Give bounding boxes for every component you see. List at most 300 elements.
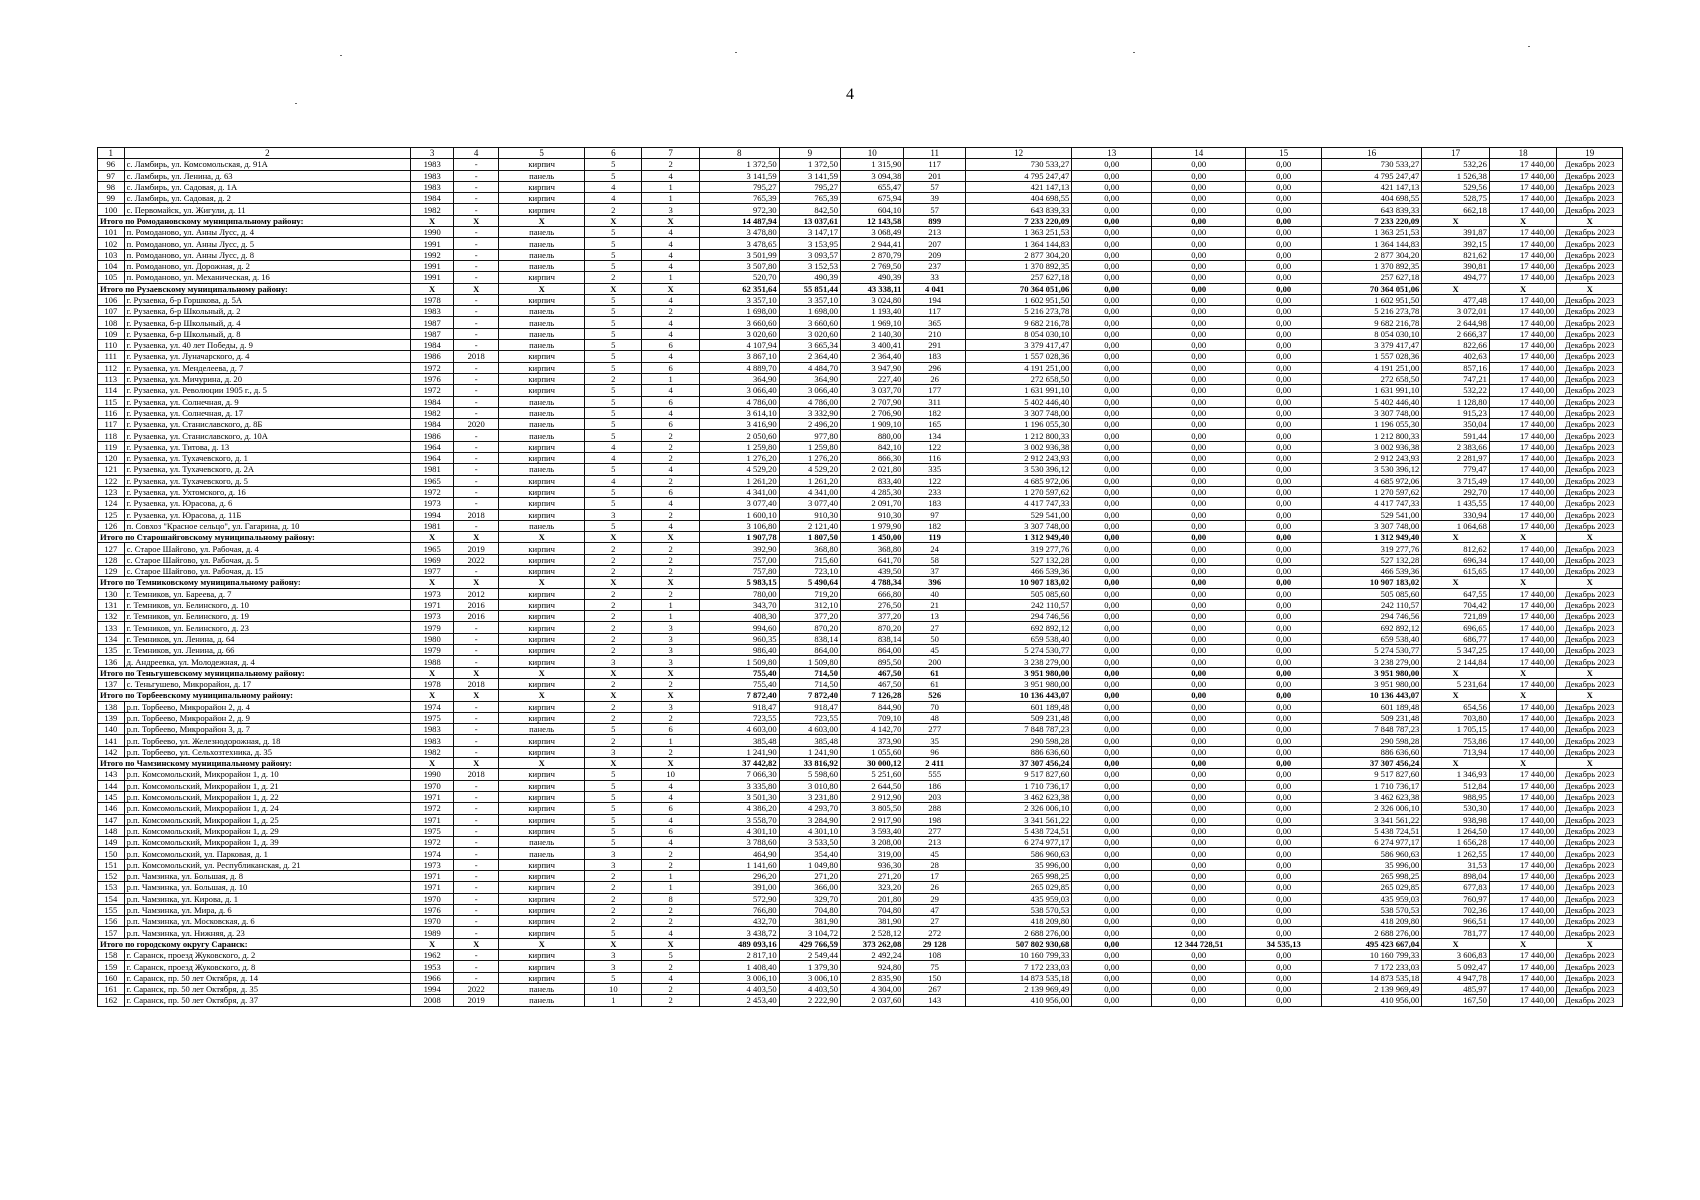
cell-y2: -	[454, 170, 499, 181]
cell-y2: -	[454, 227, 499, 238]
row-number-cell: 113	[98, 373, 125, 384]
cell-p: 61	[904, 678, 965, 689]
cell-v15: 0,00	[1246, 407, 1322, 418]
row-number-cell: 99	[98, 193, 125, 204]
cell-v16: 3 951 980,00	[1322, 667, 1422, 678]
cell-v14: 0,00	[1152, 317, 1246, 328]
cell-v13: 0,00	[1072, 520, 1152, 531]
cell-y1: 1979	[411, 645, 454, 656]
cell-v15: 0,00	[1246, 656, 1322, 667]
cell-v14: 0,00	[1152, 272, 1246, 283]
cell-v17: 704,42	[1422, 599, 1490, 610]
cell-p: 396	[904, 577, 965, 588]
cell-m: X	[499, 667, 585, 678]
cell-v15: 0,00	[1246, 362, 1322, 373]
cell-c: 509 231,48	[965, 712, 1071, 723]
cell-e: 4	[642, 972, 699, 983]
table-row	[98, 780, 1623, 791]
cell-v16: 7 172 233,03	[1322, 961, 1422, 972]
cell-v13: 0,00	[1072, 791, 1152, 802]
cell-v16: 509 231,48	[1322, 712, 1422, 723]
cell-m: кирпич	[499, 701, 585, 712]
address-cell: г. Рузаевка, ул. Ухтомского, д. 16	[124, 486, 411, 497]
cell-f: X	[585, 938, 642, 949]
cell-f: 5	[585, 385, 642, 396]
cell-v14: 0,00	[1152, 814, 1246, 825]
cell-y1: X	[411, 667, 454, 678]
cell-p: 13	[904, 611, 965, 622]
address-cell: г. Рузаевка, ул. Солнечная, д. 17	[124, 407, 411, 418]
cell-y2: -	[454, 780, 499, 791]
cell-s3: 2 364,40	[841, 351, 904, 362]
cell-m: кирпич	[499, 882, 585, 893]
cell-v16: 5 402 446,40	[1322, 396, 1422, 407]
cell-p: 4 041	[904, 283, 965, 294]
cell-y2: -	[454, 249, 499, 260]
cell-v18: 17 440,00	[1489, 803, 1557, 814]
cell-v18: 17 440,00	[1489, 294, 1557, 305]
cell-d: Декабрь 2023	[1557, 181, 1623, 192]
cell-v17: 2 281,97	[1422, 453, 1490, 464]
cell-p: 277	[904, 724, 965, 735]
cell-v16: 4 795 247,47	[1322, 170, 1422, 181]
row-number-cell: 148	[98, 825, 125, 836]
cell-d: Декабрь 2023	[1557, 509, 1623, 520]
cell-e: 2	[642, 588, 699, 599]
cell-c: 3 530 396,12	[965, 464, 1071, 475]
cell-m: панель	[499, 464, 585, 475]
cell-m: кирпич	[499, 272, 585, 283]
address-cell: п. Ромоданово, ул. Механическая, д. 16	[124, 272, 411, 283]
cell-y1: 1965	[411, 543, 454, 554]
cell-s2: 2 121,40	[779, 520, 840, 531]
table-row	[98, 430, 1623, 441]
cell-v16: 10 907 183,02	[1322, 577, 1422, 588]
cell-v15: 0,00	[1246, 916, 1322, 927]
cell-p: 182	[904, 407, 965, 418]
table-row	[98, 769, 1623, 780]
cell-v14: 0,00	[1152, 543, 1246, 554]
cell-v14: 0,00	[1152, 588, 1246, 599]
cell-s1: 1 698,00	[699, 306, 779, 317]
cell-v15: 0,00	[1246, 520, 1322, 531]
cell-v15: 0,00	[1246, 645, 1322, 656]
table-row	[98, 983, 1623, 994]
cell-f: 3	[585, 848, 642, 859]
cell-d: Декабрь 2023	[1557, 306, 1623, 317]
cell-v14: 0,00	[1152, 204, 1246, 215]
cell-v14: 0,00	[1152, 498, 1246, 509]
cell-y1: 1978	[411, 294, 454, 305]
subtotal-row	[98, 667, 1623, 678]
cell-s3: 2 707,90	[841, 396, 904, 407]
row-number-cell: 146	[98, 803, 125, 814]
cell-e: 4	[642, 520, 699, 531]
cell-v17: 1 526,38	[1422, 170, 1490, 181]
cell-m: панель	[499, 430, 585, 441]
cell-y1: 1981	[411, 520, 454, 531]
cell-v13: 0,00	[1072, 543, 1152, 554]
row-number-cell: 111	[98, 351, 125, 362]
cell-v15: 0,00	[1246, 193, 1322, 204]
cell-y1: 1964	[411, 453, 454, 464]
cell-s1: 3 066,40	[699, 385, 779, 396]
cell-v14: 0,00	[1152, 306, 1246, 317]
cell-p: 335	[904, 464, 965, 475]
cell-v18: 17 440,00	[1489, 464, 1557, 475]
cell-v18: 17 440,00	[1489, 701, 1557, 712]
cell-s1: 3 416,90	[699, 419, 779, 430]
cell-v18: 17 440,00	[1489, 430, 1557, 441]
cell-v13: 0,00	[1072, 577, 1152, 588]
cell-v16: 2 912 243,93	[1322, 453, 1422, 464]
cell-e: 4	[642, 170, 699, 181]
cell-e: 4	[642, 351, 699, 362]
cell-s1: 3 507,80	[699, 260, 779, 271]
table-row	[98, 882, 1623, 893]
cell-v16: 538 570,53	[1322, 904, 1422, 915]
cell-s1: 1 907,78	[699, 532, 779, 543]
cell-f: 5	[585, 170, 642, 181]
cell-v13: 0,00	[1072, 306, 1152, 317]
cell-s3: 864,00	[841, 645, 904, 656]
cell-c: 10 136 443,07	[965, 690, 1071, 701]
cell-s3: 2 912,90	[841, 791, 904, 802]
cell-y1: 1991	[411, 238, 454, 249]
cell-c: 257 627,18	[965, 272, 1071, 283]
cell-p: 134	[904, 430, 965, 441]
cell-d: Декабрь 2023	[1557, 599, 1623, 610]
cell-s3: 3 947,90	[841, 362, 904, 373]
row-number-cell: 154	[98, 893, 125, 904]
cell-s1: 986,40	[699, 645, 779, 656]
cell-p: 209	[904, 249, 965, 260]
address-cell: г. Рузаевка, б-р Школьный, д. 4	[124, 317, 411, 328]
cell-p: 27	[904, 622, 965, 633]
cell-s3: 2 091,70	[841, 498, 904, 509]
cell-f: 5	[585, 791, 642, 802]
cell-v16: 495 423 667,04	[1322, 938, 1422, 949]
cell-v15: 0,00	[1246, 340, 1322, 351]
cell-s3: 924,80	[841, 961, 904, 972]
cell-s2: 1 372,50	[779, 159, 840, 170]
cell-m: кирпич	[499, 554, 585, 565]
cell-p: 24	[904, 543, 965, 554]
cell-v14: 0,00	[1152, 859, 1246, 870]
cell-v18: 17 440,00	[1489, 961, 1557, 972]
cell-d: Декабрь 2023	[1557, 656, 1623, 667]
cell-v18: 17 440,00	[1489, 848, 1557, 859]
cell-v13: 0,00	[1072, 893, 1152, 904]
cell-s3: 368,80	[841, 543, 904, 554]
cell-f: 3	[585, 961, 642, 972]
table-row	[98, 927, 1623, 938]
cell-f: 2	[585, 272, 642, 283]
cell-c: 8 054 030,10	[965, 328, 1071, 339]
cell-v14: 0,00	[1152, 351, 1246, 362]
cell-s3: 2 769,50	[841, 260, 904, 271]
cell-y1: 1973	[411, 498, 454, 509]
cell-y2: -	[454, 859, 499, 870]
row-number-cell: 134	[98, 633, 125, 644]
cell-y2: -	[454, 328, 499, 339]
cell-s3: 3 024,80	[841, 294, 904, 305]
cell-v18: 17 440,00	[1489, 746, 1557, 757]
cell-s2: 385,48	[779, 735, 840, 746]
cell-d: Декабрь 2023	[1557, 351, 1623, 362]
cell-s1: 4 301,10	[699, 825, 779, 836]
cell-s1: 3 006,10	[699, 972, 779, 983]
table-row	[98, 204, 1623, 215]
cell-y1: 1962	[411, 950, 454, 961]
cell-v13: 0,00	[1072, 724, 1152, 735]
table-row	[98, 837, 1623, 848]
address-cell: р.п. Чамзинка, ул. Мира, д. 6	[124, 904, 411, 915]
address-cell: с. Первомайск, ул. Жигули, д. 11	[124, 204, 411, 215]
cell-p: 183	[904, 351, 965, 362]
table-row	[98, 328, 1623, 339]
row-number-cell: 141	[98, 735, 125, 746]
cell-f: 5	[585, 260, 642, 271]
cell-y1: 1953	[411, 961, 454, 972]
cell-v14: 0,00	[1152, 724, 1246, 735]
cell-y2: -	[454, 893, 499, 904]
row-number-cell: 153	[98, 882, 125, 893]
cell-s1: 2 453,40	[699, 995, 779, 1006]
cell-v14: 0,00	[1152, 294, 1246, 305]
cell-y2: X	[454, 577, 499, 588]
cell-v14: 0,00	[1152, 690, 1246, 701]
cell-m: кирпич	[499, 599, 585, 610]
cell-v16: 3 341 561,22	[1322, 814, 1422, 825]
cell-y1: 1991	[411, 272, 454, 283]
cell-s1: 7 872,40	[699, 690, 779, 701]
address-cell: г. Рузаевка, ул. Тухачевского, д. 1	[124, 453, 411, 464]
cell-v15: 0,00	[1246, 678, 1322, 689]
subtotal-label: Итого по Теньгушевскому муниципальному району:	[98, 667, 411, 678]
cell-e: X	[642, 938, 699, 949]
cell-y1: 1973	[411, 859, 454, 870]
cell-d: Декабрь 2023	[1557, 780, 1623, 791]
address-cell: р.п. Комсомольский, Микрорайон 1, д. 39	[124, 837, 411, 848]
cell-v17: 3 715,49	[1422, 475, 1490, 486]
address-cell: с. Старое Шайгово, ул. Рабочая, д. 5	[124, 554, 411, 565]
cell-v13: 0,00	[1072, 588, 1152, 599]
cell-s3: 2 492,24	[841, 950, 904, 961]
column-header: 18	[1489, 148, 1557, 159]
cell-s2: 3 006,10	[779, 972, 840, 983]
cell-v18: 17 440,00	[1489, 882, 1557, 893]
cell-y2: 2019	[454, 995, 499, 1006]
cell-v15: 0,00	[1246, 950, 1322, 961]
cell-e: 3	[642, 622, 699, 633]
cell-c: 601 189,48	[965, 701, 1071, 712]
cell-v13: 0,00	[1072, 385, 1152, 396]
cell-f: 5	[585, 780, 642, 791]
cell-s2: 3 141,59	[779, 170, 840, 181]
cell-y2: -	[454, 294, 499, 305]
cell-d: Декабрь 2023	[1557, 543, 1623, 554]
cell-y1: 1973	[411, 588, 454, 599]
cell-f: 2	[585, 204, 642, 215]
cell-c: 1 212 800,33	[965, 430, 1071, 441]
cell-m: кирпич	[499, 927, 585, 938]
cell-m: кирпич	[499, 633, 585, 644]
cell-d: Декабрь 2023	[1557, 701, 1623, 712]
cell-c: 3 307 748,00	[965, 520, 1071, 531]
cell-s3: 3 593,40	[841, 825, 904, 836]
cell-v17: 1 656,28	[1422, 837, 1490, 848]
cell-m: панель	[499, 396, 585, 407]
cell-s2: 2 549,44	[779, 950, 840, 961]
cell-v14: 0,00	[1152, 283, 1246, 294]
cell-s2: 838,14	[779, 633, 840, 644]
cell-y1: 1977	[411, 565, 454, 576]
address-cell: г. Саранск, пр. 50 лет Октября, д. 14	[124, 972, 411, 983]
cell-y2: 2022	[454, 554, 499, 565]
cell-v15: 0,00	[1246, 995, 1322, 1006]
cell-p: 291	[904, 340, 965, 351]
row-number-cell: 144	[98, 780, 125, 791]
cell-p: 272	[904, 927, 965, 938]
cell-s2: 7 872,40	[779, 690, 840, 701]
cell-f: 4	[585, 453, 642, 464]
cell-v13: 0,00	[1072, 498, 1152, 509]
cell-c: 3 379 417,47	[965, 340, 1071, 351]
cell-s3: 323,20	[841, 882, 904, 893]
cell-c: 70 364 051,06	[965, 283, 1071, 294]
cell-v14: 0,00	[1152, 871, 1246, 882]
cell-v17: X	[1422, 577, 1490, 588]
cell-e: 2	[642, 430, 699, 441]
cell-p: 213	[904, 837, 965, 848]
cell-v16: 5 274 530,77	[1322, 645, 1422, 656]
cell-y1: X	[411, 758, 454, 769]
table-row	[98, 825, 1623, 836]
cell-s2: 3 152,53	[779, 260, 840, 271]
cell-v18: 17 440,00	[1489, 893, 1557, 904]
cell-e: X	[642, 577, 699, 588]
housing-table-wrapper	[97, 147, 1623, 1007]
cell-d: Декабрь 2023	[1557, 633, 1623, 644]
cell-s3: 276,50	[841, 599, 904, 610]
cell-c: 2 877 304,20	[965, 249, 1071, 260]
cell-d: Декабрь 2023	[1557, 419, 1623, 430]
cell-f: 1	[585, 995, 642, 1006]
cell-v16: 37 307 456,24	[1322, 758, 1422, 769]
cell-v14: 0,00	[1152, 995, 1246, 1006]
cell-y1: 1986	[411, 430, 454, 441]
cell-v14: 0,00	[1152, 950, 1246, 961]
cell-c: 1 710 736,17	[965, 780, 1071, 791]
cell-m: панель	[499, 249, 585, 260]
cell-s1: 765,39	[699, 193, 779, 204]
cell-v18: 17 440,00	[1489, 927, 1557, 938]
cell-p: 277	[904, 825, 965, 836]
cell-s1: 7 066,30	[699, 769, 779, 780]
cell-y1: X	[411, 283, 454, 294]
cell-v16: 1 312 949,40	[1322, 532, 1422, 543]
cell-v13: 0,00	[1072, 599, 1152, 610]
cell-v17: X	[1422, 758, 1490, 769]
cell-v17: 5 092,47	[1422, 961, 1490, 972]
cell-v15: 0,00	[1246, 419, 1322, 430]
cell-v13: 0,00	[1072, 193, 1152, 204]
cell-m: кирпич	[499, 385, 585, 396]
cell-s1: 296,20	[699, 871, 779, 882]
row-number-cell: 162	[98, 995, 125, 1006]
cell-y2: -	[454, 498, 499, 509]
cell-y1: 1988	[411, 656, 454, 667]
address-cell: п. Ромоданово, ул. Анны Лусс, д. 5	[124, 238, 411, 249]
cell-e: 4	[642, 814, 699, 825]
row-number-cell: 131	[98, 599, 125, 610]
cell-y1: 1986	[411, 351, 454, 362]
cell-v16: 692 892,12	[1322, 622, 1422, 633]
row-number-cell: 151	[98, 859, 125, 870]
cell-p: 288	[904, 803, 965, 814]
cell-v16: 3 002 936,38	[1322, 441, 1422, 452]
cell-s3: 3 068,49	[841, 227, 904, 238]
cell-v18: 17 440,00	[1489, 419, 1557, 430]
cell-v16: 410 956,00	[1322, 995, 1422, 1006]
cell-v16: 3 462 623,38	[1322, 791, 1422, 802]
cell-d: Декабрь 2023	[1557, 328, 1623, 339]
cell-v14: 0,00	[1152, 972, 1246, 983]
cell-f: 3	[585, 950, 642, 961]
cell-f: 5	[585, 464, 642, 475]
cell-e: 8	[642, 893, 699, 904]
cell-e: 4	[642, 385, 699, 396]
cell-d: Декабрь 2023	[1557, 995, 1623, 1006]
cell-f: 2	[585, 554, 642, 565]
subtotal-label: Итого по Темниковскому муниципальному району:	[98, 577, 411, 588]
cell-d: X	[1557, 938, 1623, 949]
cell-y2: -	[454, 972, 499, 983]
cell-v18: 17 440,00	[1489, 328, 1557, 339]
cell-v17: 662,18	[1422, 204, 1490, 215]
cell-v14: 0,00	[1152, 611, 1246, 622]
cell-f: 2	[585, 712, 642, 723]
cell-d: Декабрь 2023	[1557, 611, 1623, 622]
cell-m: кирпич	[499, 814, 585, 825]
cell-y1: 1983	[411, 735, 454, 746]
cell-e: 3	[642, 645, 699, 656]
cell-p: 182	[904, 520, 965, 531]
cell-d: Декабрь 2023	[1557, 453, 1623, 464]
row-number-cell: 130	[98, 588, 125, 599]
cell-v18: 17 440,00	[1489, 678, 1557, 689]
cell-v17: 686,77	[1422, 633, 1490, 644]
cell-s3: 641,70	[841, 554, 904, 565]
cell-s2: 714,50	[779, 667, 840, 678]
cell-m: X	[499, 532, 585, 543]
cell-y1: 1973	[411, 611, 454, 622]
cell-v18: 17 440,00	[1489, 373, 1557, 384]
cell-v17: 779,47	[1422, 464, 1490, 475]
cell-v16: 1 557 028,36	[1322, 351, 1422, 362]
cell-m: кирпич	[499, 294, 585, 305]
cell-v17: 857,16	[1422, 362, 1490, 373]
cell-p: 61	[904, 667, 965, 678]
cell-v15: 34 535,13	[1246, 938, 1322, 949]
cell-e: 2	[642, 916, 699, 927]
cell-v13: 0,00	[1072, 916, 1152, 927]
cell-s1: 4 403,50	[699, 983, 779, 994]
cell-m: кирпич	[499, 645, 585, 656]
cell-d: Декабрь 2023	[1557, 916, 1623, 927]
cell-v16: 8 054 030,10	[1322, 328, 1422, 339]
